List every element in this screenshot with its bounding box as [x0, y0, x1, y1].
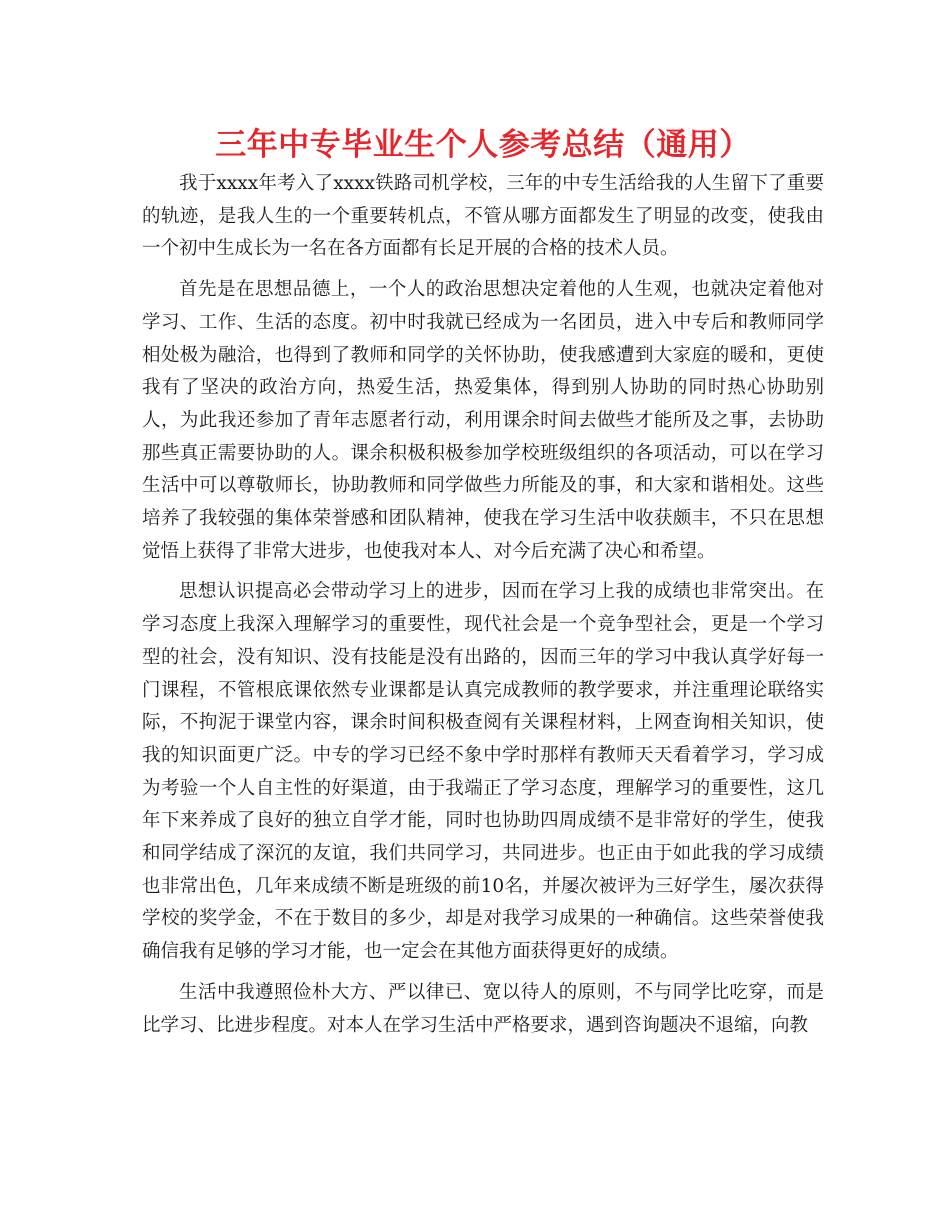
paragraph-ideology: 首先是在思想品德上，一个人的政治思想决定着他的人生观，也就决定着他对学习、工作、生活的态度。初中时我就已经成为一名团员，进入中专后和教师同学相处极为融洽，也得到了教师和同学的关怀协助，使我感遭到大家庭的暖和，更使我有了坚决的政治方向，热爱生活，热爱集体，得到别人协助的同时热心协助别人，为此我还参加了青年志愿者行动，利用课余时间去做些才能所及之事，去协助那些真正需要协助的人。课余积极积极参加学校班级组织的各项活动，可以在学习生活中可以尊敬师长，协助教师和同学做些力所能及的事，和大家和谐相处。这些培养了我较强的集体荣誉感和团队精神，使我在学习生活中收获颇丰，不只在思想觉悟上获得了非常大进步，也使我对本人、对今后充满了决心和希望。 [142, 279, 824, 562]
paragraph-study: 思想认识提高必会带动学习上的进步，因而在学习上我的成绩也非常突出。在学习态度上我深入理解学习的重要性，现代社会是一个竞争型社会，更是一个学习型的社会，没有知识、没有技能是没有出路的，因而三年的学习中我认真学好每一门课程，不管根底课依然专业课都是认真完成教师的教学要求，并注重理论联络实际，不拘泥于课堂内容，课余时间积极查阅有关课程材料，上网查询相关知识，使我的知识面更广泛。中专的学习已经不象中学时那样有教师天天看着学习，学习成为考验一个人自主性的好渠道，由于我端正了学习态度，理解学习的重要性，这几年下来养成了良好的独立自学才能，同时也协助四周成绩不是非常好的学生，使我和同学结成了深沉的友谊，我们共同学习，共同进步。也正由于如此我的学习成绩也非常出色，几年来成绩不断是班级的前10名，并屡次被评为三好学生，屡次获得学校的奖学金，不在于数目的多少，却是对我学习成果的一种确信。这些荣誉使我确信我有足够的学习才能，也一定会在其他方面获得更好的成绩。 [142, 581, 824, 963]
document-page [142, 122, 824, 1050]
paragraph-life: 生活中我遵照俭朴大方、严以律已、宽以待人的原则，不与同学比吃穿，而是比学习、比进步程度。对本人在学习生活中严格要求，遇到咨询题决不退缩，向教 [142, 981, 824, 1036]
paragraph-intro: 我于xxxx年考入了xxxx铁路司机学校，三年的中专生活给我的人生留下了重要的轨迹，是我人生的一个重要转机点，不管从哪方面都发生了明显的改变，使我由一个初中生成长为一名在各方面都有长足开展的合格的技术人员。 [142, 173, 824, 260]
document-title: 三年中专毕业生个人参考总结（通用） [215, 127, 751, 163]
